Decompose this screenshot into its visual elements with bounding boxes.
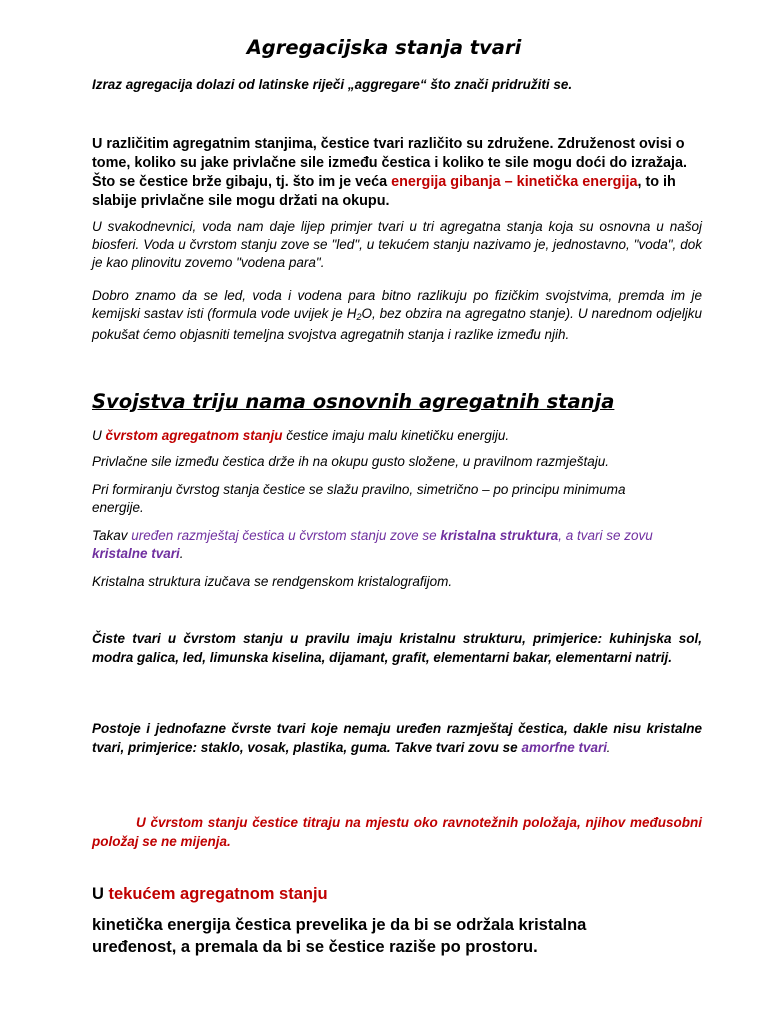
solid-line-5: Kristalna struktura izučava se rendgenskom kristalografijom. (92, 574, 453, 589)
solid-line-2: Privlačne sile između čestica drže ih na okupu gusto složene, u pravilnom razmještaju. (92, 454, 610, 469)
vibration-paragraph: U čvrstom stanju čestice titraju na mjestu oko ravnotežnih položaja, njihov međusobni položaj se ne mijenja. (92, 815, 702, 849)
solid-line-3: Pri formiranju čvrstog stanja čestice se slažu pravilno, simetrično – po principu minimuma energije. (92, 482, 626, 515)
solid-line-1 (92, 427, 702, 445)
solid-l1-a: U (92, 428, 106, 443)
liquid-paragraph: kinetička energija čestica prevelika je da bi se održala kristalna uređenost, a premala da bi se čestice raziše po prostoru. (92, 916, 587, 956)
amorphous-term: amorfne tvari (521, 740, 607, 755)
solid-l4-d: , a tvari se zovu (558, 528, 653, 543)
liquid-state-term: tekućem agregatnom stanju (108, 885, 328, 903)
document-title: Agregacijska stanja tvari (246, 36, 522, 59)
bonds-paragraph (92, 135, 706, 211)
properties-paragraph (92, 287, 702, 344)
pure-substances-paragraph: Čiste tvari u čvrstom stanju u pravilu imaju kristalnu strukturu, primjerice: kuhinjska sol, modra galica, led, limunska kiselina, dijamant, grafit, elementarni bakar, elementarni natrij. (92, 631, 702, 665)
crystal-substances-term: kristalne tvari (92, 546, 180, 561)
properties-text-c: O, bez obzira na agregatno stanje). U narednom odjeljku pokušat ćemo objasniti temeljna svojstva agregatnih stanja i razlike između njih. (92, 306, 702, 342)
properties-text-a: Dobro znamo da se led, voda i vodena para bitno razlikuju po fizičkim svojstvima, premda im je kemijski sastav isti (formula vode uvijek je H (92, 288, 702, 321)
water-paragraph: U svakodnevnici, voda nam daje lijep primjer tvari u tri agregatna stanja koja su osnovna u našoj biosferi. Voda u čvrstom stanju zove se "led", u tekućem stanju nazivamo je, jednostavno, "voda", dok je kao plinovitu zovemo "vodena para". (92, 219, 702, 270)
crystal-structure-term: kristalna struktura (440, 528, 559, 543)
solid-l1-c: čestice imaju malu kinetičku energiju. (282, 428, 510, 443)
section-heading: Svojstva triju nama osnovnih agregatnih stanja (92, 390, 615, 413)
amorphous-paragraph (92, 719, 702, 759)
liquid-heading (92, 884, 702, 904)
bonds-text-a: U različitim agregatnim stanjima, čestice tvari različito su združene. Združenost ovisi o tome, koliko su jake privlačne sile između čestica i koliko te sile mogu doći do izražaja. Što se čestice brže gibaju, tj. što im je veća (92, 136, 688, 190)
amorphous-text-a: Postoje i jednofazne čvrste tvari koje nemaju uređen razmještaj čestica, dakle nisu kristalne tvari, primjerice: staklo, vosak, plastika, guma. Takve tvari zovu se (92, 721, 702, 755)
intro-paragraph: Izraz agregacija dolazi od latinske riječi „aggregare“ što znači pridružiti se. (92, 77, 573, 92)
solid-l4-f: . (179, 546, 184, 561)
solid-l4-a: Takav (92, 528, 132, 543)
ordered-arrangement-text: uređen razmještaj čestica u čvrstom stanju zove se (131, 528, 441, 543)
bonds-text-c: , to ih slabije privlačne sile mogu držati na okupu. (92, 174, 676, 209)
amorphous-text-c: . (606, 744, 610, 754)
kinetic-energy-highlight: energija gibanja – kinetička energija (391, 174, 638, 190)
solid-line-4 (92, 527, 704, 563)
liquid-heading-a: U (92, 885, 109, 903)
water-subscript: 2 (356, 312, 362, 322)
solid-state-term: čvrstom agregatnom stanju (105, 428, 283, 443)
